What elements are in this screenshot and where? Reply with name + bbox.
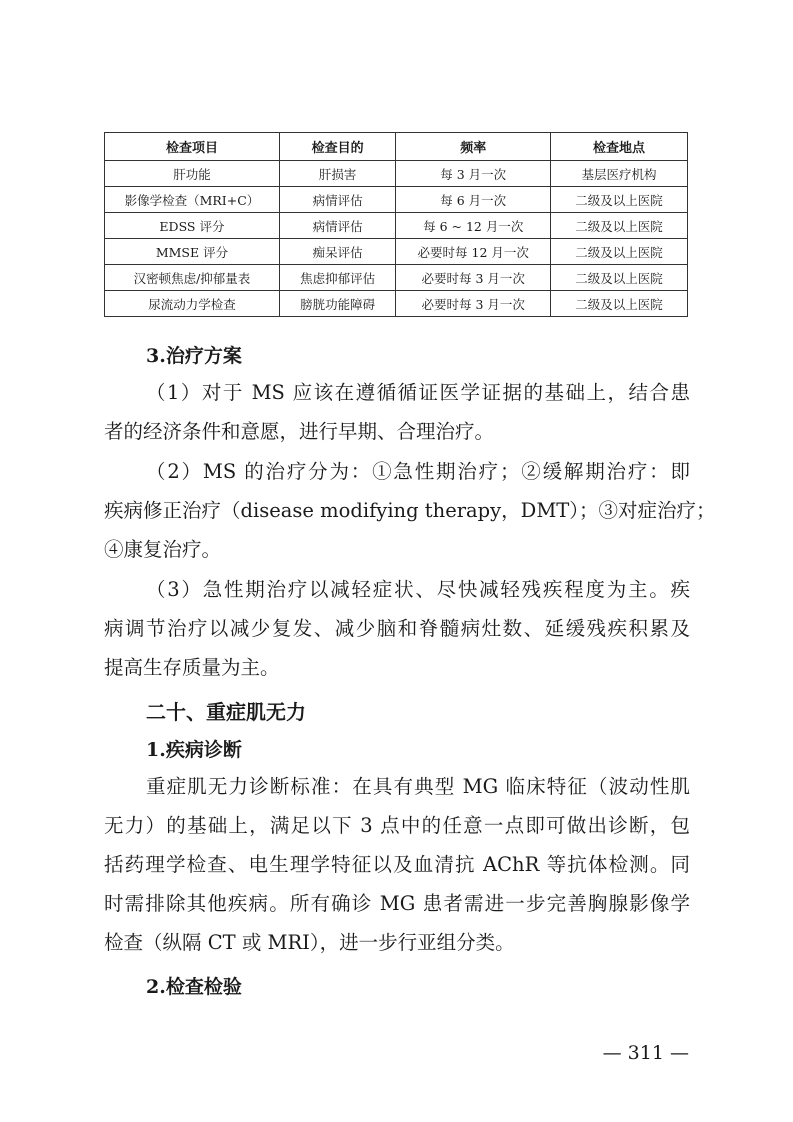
paragraph-diagnosis [104, 767, 690, 962]
table-cell: 必要时每 3 月一次 [396, 265, 550, 291]
section-heading-examination: 2.检查检验 [146, 976, 242, 998]
table-cell: 尿流动力学检查 [105, 291, 280, 317]
table-row [105, 187, 688, 213]
paragraph-line: （2）MS 的治疗分为：①急性期治疗；②缓解期治疗：即 [146, 460, 690, 483]
paragraph-line: （3）急性期治疗以减轻症状、尽快减轻残疾程度为主。疾 [146, 578, 690, 601]
table-row [105, 213, 688, 239]
table-row [105, 291, 688, 317]
table-cell: 病情评估 [279, 213, 396, 239]
table-header-cell: 检查目的 [279, 133, 396, 161]
table-cell: 二级及以上医院 [550, 291, 687, 317]
table-cell: 每 3 月一次 [396, 161, 550, 187]
table-header-cell: 检查地点 [550, 133, 687, 161]
paragraph-treatment-2 [104, 452, 716, 569]
paragraph-treatment-3 [104, 570, 690, 687]
table-row [105, 239, 688, 265]
table-cell: 每 6 月一次 [396, 187, 550, 213]
table-cell: 必要时每 12 月一次 [396, 239, 550, 265]
table-cell: 二级及以上医院 [550, 187, 687, 213]
examination-table [104, 132, 688, 317]
table-cell: EDSS 评分 [105, 213, 280, 239]
paragraph-line: 疾病修正治疗（disease modifying therapy，DMT）；③对症治疗； [104, 499, 716, 522]
paragraph-line: 提高生存质量为主。 [104, 656, 280, 679]
paragraph-line: 无力）的基础上，满足以下 3 点中的任意一点即可做出诊断，包 [104, 814, 690, 837]
table-header-row [105, 133, 688, 161]
table-cell: 肝功能 [105, 161, 280, 187]
section-heading-treatment: 3.治疗方案 [146, 345, 242, 367]
paragraph-line: 括药理学检查、电生理学特征以及血清抗 AChR 等抗体检测。同 [104, 853, 690, 876]
table-cell: 影像学检查（MRI+C） [105, 187, 280, 213]
chapter-heading: 二十、重症肌无力 [146, 700, 306, 724]
table-cell: 二级及以上医院 [550, 239, 687, 265]
table-cell: 基层医疗机构 [550, 161, 687, 187]
table-cell: 病情评估 [279, 187, 396, 213]
table-cell: 焦虑抑郁评估 [279, 265, 396, 291]
paragraph-line: 检查（纵隔 CT 或 MRI），进一步行亚组分类。 [104, 931, 515, 954]
table-header-cell: 频率 [396, 133, 550, 161]
paragraph-line: 时需排除其他疾病。所有确诊 MG 患者需进一步完善胸腺影像学 [104, 892, 690, 915]
paragraph-line: 重症肌无力诊断标准：在具有典型 MG 临床特征（波动性肌 [146, 775, 690, 798]
table-row [105, 265, 688, 291]
section-heading-diagnosis: 1.疾病诊断 [146, 739, 242, 761]
paragraph-line: ④康复治疗。 [104, 538, 222, 561]
table-cell: 痴呆评估 [279, 239, 396, 265]
table-row [105, 161, 688, 187]
table-cell: 必要时每 3 月一次 [396, 291, 550, 317]
table-cell: 肝损害 [279, 161, 396, 187]
paragraph-treatment-1 [104, 373, 690, 451]
table-cell: 二级及以上医院 [550, 265, 687, 291]
page-number: — 311 — [602, 1042, 689, 1064]
paragraph-line: 者的经济条件和意愿，进行早期、合理治疗。 [104, 420, 495, 443]
table-cell: 二级及以上医院 [550, 213, 687, 239]
table-cell: 汉密顿焦虑/抑郁量表 [105, 265, 280, 291]
paragraph-line: 病调节治疗以减少复发、减少脑和脊髓病灶数、延缓残疾积累及 [104, 617, 690, 640]
table-cell: MMSE 评分 [105, 239, 280, 265]
table-cell: 膀胱功能障碍 [279, 291, 396, 317]
paragraph-line: （1）对于 MS 应该在遵循循证医学证据的基础上，结合患 [146, 381, 690, 404]
table-cell: 每 6 ~ 12 月一次 [396, 213, 550, 239]
table-header-cell: 检查项目 [105, 133, 280, 161]
